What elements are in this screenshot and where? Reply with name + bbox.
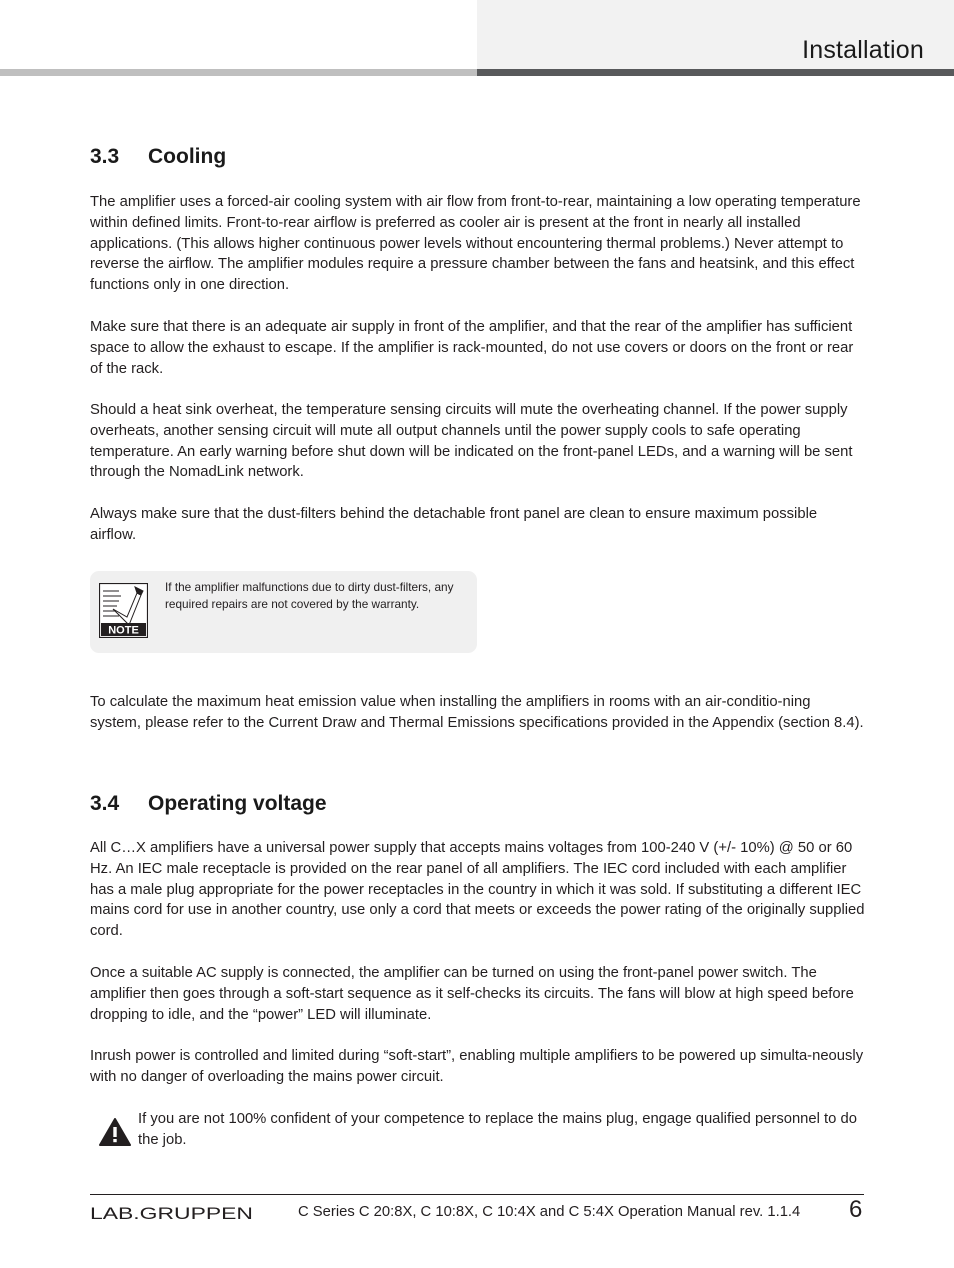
logo-text: LAB.GRUPPEN [90, 1204, 253, 1222]
lab-gruppen-logo [90, 1204, 255, 1222]
paragraph: The amplifier uses a forced-air cooling system with air flow from front-to-rear, maintaining a low operating temperature within defined limits. Front-to-rear airflow is preferred as cooler air is present at the front in nearly all installed applications. (This allows higher continuous power levels without encountering thermal problems.) Never attempt to reverse the airflow. The amplifier modules require a pressure chamber between the fans and heatsink, and this effect functions only in one direction. [90, 194, 861, 294]
section-number: 3.3 [90, 145, 120, 168]
warning-triangle-icon [98, 1117, 132, 1147]
note-icon-label: NOTE [108, 624, 139, 637]
footer-rule [90, 1194, 864, 1195]
paragraph: To calculate the maximum heat emission value when installing the amplifiers in rooms with an air-conditio-ning system, please refer to the Current Draw and Thermal Emissions specifications provided in the Appendix (section 8.4). [90, 694, 864, 731]
footer-manual-title: C Series C 20:8X, C 10:8X, C 10:4X and C 5:4X Operation Manual rev. 1.1.4 [298, 1204, 801, 1220]
paragraph: Should a heat sink overheat, the temperature sensing circuits will mute the overheating channel. If the power supply overheats, another sensing circuit will mute all output channels until the power supply cools to safe operating temperature. An early warning before shut down will be indicated on the front-panel LEDs, and a warning will be sent through the NomadLink network. [90, 402, 853, 481]
note-box [90, 571, 477, 653]
note-text: If the amplifier malfunctions due to dirty dust-filters, any required repairs are not covered by the warranty. [165, 580, 454, 611]
header-rule-light [0, 69, 477, 76]
section-heading-operating-voltage [90, 792, 327, 816]
note-icon [99, 583, 148, 638]
paragraph: Once a suitable AC supply is connected, the amplifier can be turned on using the front-panel power switch. The amplifier then goes through a soft-start sequence as it self-checks its circuits. The fans will blow at high speed before dropping to idle, and the “power” LED will illuminate. [90, 965, 854, 1023]
page-number: 6 [849, 1196, 863, 1223]
section-heading-cooling [90, 145, 226, 169]
paragraph: Make sure that there is an adequate air supply in front of the amplifier, and that the rear of the amplifier has sufficient space to allow the exhaust to escape. If the amplifier is rack-mounted, do not use covers or doors on the front or rear of the rack. [90, 319, 854, 377]
warning-text: If you are not 100% confident of your competence to replace the mains plug, engage qualified personnel to do the job. [138, 1111, 857, 1148]
chapter-title: Installation [802, 36, 924, 64]
paragraph: All C…X amplifiers have a universal power supply that accepts mains voltages from 100-240 V (+/- 10%) @ 50 or 60 Hz. An IEC male receptacle is provided on the rear panel of all amplifiers. The IEC cord included with each amplifier has a male plug appropriate for the power receptacles in the country in which it was sold. If substituting a different IEC mains cord for use in another country, use only a cord that meets or exceeds the power rating of the originally supplied cord. [90, 840, 865, 940]
paragraph: Always make sure that the dust-filters behind the detachable front panel are clean to ensure maximum possible airflow. [90, 506, 818, 543]
section-title: Cooling [148, 145, 227, 168]
header-rule-dark [477, 69, 954, 76]
paragraph: Inrush power is controlled and limited during “soft-start”, enabling multiple amplifiers to be powered up simulta-neously with no danger of overloading the mains power circuit. [90, 1048, 864, 1085]
section-title: Operating voltage [148, 792, 327, 815]
section-number: 3.4 [90, 792, 120, 815]
